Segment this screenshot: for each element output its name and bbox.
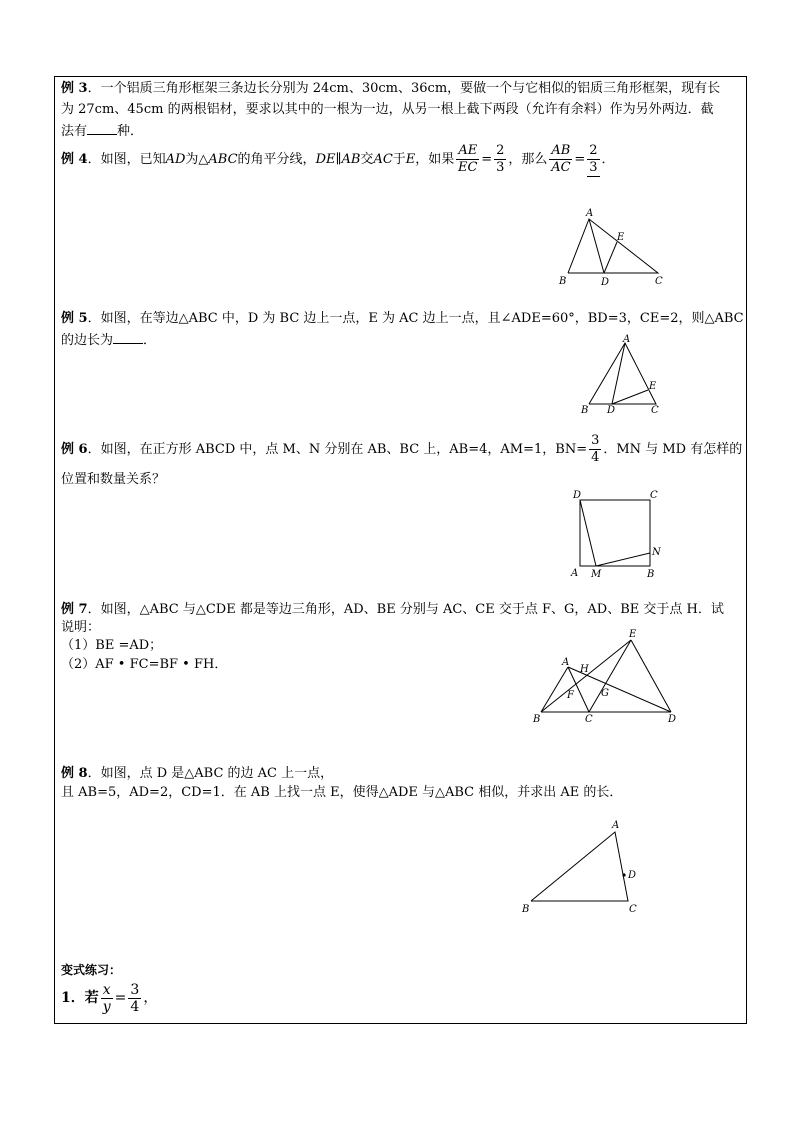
ex3-line1	[61, 80, 720, 98]
ex3-text3b: 种．	[117, 124, 144, 139]
ex4-end: ．	[601, 152, 615, 167]
ex3-label: 例 3	[61, 81, 88, 96]
ex4-triangle	[568, 219, 658, 273]
ex8-text1: ．如图，点 D 是△ABC 的边 AC 上一点，	[87, 766, 334, 781]
ex4-t6: ，如果	[415, 152, 455, 167]
ex4-t1: ．如图，已知	[87, 152, 166, 167]
ex4-t2: 为△	[185, 152, 209, 167]
ex6-MN-line	[596, 553, 650, 566]
ex5-answer-blank[interactable]	[113, 331, 143, 344]
ex6-DM-line	[580, 500, 596, 566]
ex6-square	[580, 500, 650, 566]
ex7-ED-line	[631, 640, 671, 712]
ex8-fig-A: A	[612, 820, 620, 831]
ex4-line	[61, 140, 615, 180]
ex5-text2b: ．	[143, 333, 157, 348]
variant-eq: =	[114, 990, 127, 1006]
ex4-DE-line	[604, 242, 617, 273]
ex5-fig-C: C	[651, 405, 659, 416]
ex6-fig-M: M	[591, 569, 602, 580]
ex5-text2a: 的边长为	[61, 333, 114, 348]
ex7-label: 例 7	[61, 602, 88, 617]
ex4-fig-D: D	[601, 277, 610, 288]
ex7-figure	[530, 624, 690, 729]
ex3-line3	[61, 122, 143, 141]
ex6-t1: ．如图，在正方形 ABCD 中，点 M、N 分别在 AB、BC 上，AB=4，AM=1，BN=	[87, 442, 588, 457]
ex8-figure	[515, 815, 655, 920]
ex4-fig-B: B	[559, 276, 567, 287]
ex8-triangle	[531, 832, 628, 901]
variant-item1-number: 1．若	[61, 990, 99, 1006]
ex5-fig-B: B	[581, 405, 589, 416]
ex6-fig-A: A	[571, 568, 579, 579]
ex3-text3a: 法有	[61, 124, 88, 139]
ex6-line2: 位置和数量关系？	[61, 472, 166, 487]
ex6-figure	[568, 487, 668, 582]
variant-item1	[61, 978, 157, 1018]
ex4-AC: AC	[373, 152, 393, 167]
variant-frac1-num: x	[102, 981, 111, 998]
ex7-fig-C: C	[585, 714, 593, 725]
ex4-frac2-den: 3	[496, 160, 505, 175]
ex4-frac-ab-ac	[549, 143, 572, 176]
ex5-DE-line	[612, 390, 648, 404]
ex4-ABC: ABC	[208, 152, 238, 167]
variant-frac2-den: 4	[130, 998, 140, 1015]
ex5-fig-D: D	[607, 405, 616, 416]
ex5-fig-E: E	[649, 381, 657, 392]
ex4-frac1-num: AE	[458, 143, 478, 158]
ex4-frac1-den: EC	[458, 160, 478, 175]
ex4-E: E	[405, 152, 416, 167]
ex7-fig-D: D	[668, 714, 677, 725]
ex4-eq2: =	[574, 152, 586, 167]
ex7-fig-E: E	[629, 629, 637, 640]
ex5-text1: ．如图，在等边△ABC 中，D 为 BC 边上一点，E 为 AC 边上一点，且∠ADE=60°，BD=3，CE=2，则△ABC	[87, 311, 744, 326]
ex7-fig-G: G	[601, 688, 609, 699]
ex4-t4: 交	[360, 152, 374, 167]
variant-end: ，	[143, 990, 158, 1006]
ex5-triangle	[589, 343, 656, 404]
ex6-t2: ．MN 与 MD 有怎样的	[603, 442, 743, 457]
ex4-frac3-num: AB	[551, 143, 571, 158]
ex4-fig-C: C	[655, 276, 663, 287]
ex4-eq1: =	[481, 152, 493, 167]
ex8-fig-C: C	[629, 904, 637, 915]
ex8-fig-B: B	[522, 904, 530, 915]
ex6-fig-N: N	[652, 547, 661, 558]
ex4-label: 例 4	[61, 152, 88, 167]
ex4-fig-A: A	[586, 208, 594, 219]
ex6-fig-C: C	[650, 490, 658, 501]
ex4-frac4-den: 3	[589, 159, 598, 175]
ex6-frac-3-4	[589, 433, 601, 466]
ex7-fig-B: B	[533, 714, 541, 725]
ex5-label: 例 5	[61, 311, 88, 326]
ex5-figure	[576, 334, 676, 419]
ex5-AD-line	[612, 343, 625, 404]
ex6-label: 例 6	[61, 442, 88, 457]
ex4-t5: 于	[392, 152, 406, 167]
ex8-label: 例 8	[61, 766, 88, 781]
ex4-DEAB: DE∥AB	[315, 152, 361, 167]
ex4-frac2-num: 2	[496, 143, 505, 158]
ex6-frac-den: 4	[591, 450, 600, 465]
ex5-line1	[61, 310, 744, 328]
ex7-AB-line	[541, 667, 568, 712]
ex5-line2	[61, 331, 156, 350]
ex4-frac4-num: 2	[589, 142, 598, 158]
ex7-fig-H: H	[580, 664, 589, 675]
ex4-t7: ，那么	[508, 152, 548, 167]
ex4-frac-ae-ec	[456, 143, 479, 176]
variant-frac-3-4	[128, 982, 141, 1015]
ex4-AD: AD	[165, 152, 186, 167]
ex3-text1: ．一个铝质三角形框架三条边长分别为 24cm、30cm、36cm，要做一个与它相似的铝质三角形框架，现有长	[87, 81, 721, 96]
ex4-figure	[555, 205, 675, 290]
variant-frac2-num: 3	[130, 981, 140, 998]
ex6-frac-num: 3	[591, 433, 600, 448]
ex6-fig-B: B	[647, 569, 655, 580]
ex7-line2: 说明：	[61, 620, 101, 635]
ex7-CE-line	[589, 640, 631, 712]
variant-frac-x-y	[101, 982, 113, 1015]
ex8-line2: 且 AB=5，AD=2，CD=1．在 AB 上找一点 E，使得△ADE 与△ABC 相似，并求出 AE 的长．	[61, 785, 623, 800]
ex7-text1: ．如图，△ABC 与△CDE 都是等边三角形，AD、BE 分别与 AC、CE 交于点 F、G，AD、BE 交于点 H．试	[87, 602, 724, 617]
ex7-line1	[61, 601, 724, 619]
ex8-fig-D: D	[628, 870, 637, 881]
variant-heading: 变式练习：	[61, 963, 122, 977]
ex7-fig-A: A	[562, 657, 570, 668]
ex7-BE-line	[541, 640, 631, 712]
ex5-fig-A: A	[623, 334, 631, 345]
variant-frac1-den: y	[102, 998, 111, 1015]
ex6-fig-D: D	[573, 490, 582, 501]
ex8-line1	[61, 765, 333, 783]
ex4-frac3-den: AC	[551, 160, 571, 175]
ex4-fig-E: E	[617, 232, 625, 243]
ex4-answer-frac	[587, 143, 599, 177]
ex8-point-D	[622, 873, 625, 876]
ex7-item2: （2）AF • FC=BF • FH．	[61, 657, 228, 672]
ex4-AD-line	[589, 219, 604, 273]
ex4-t3: 的角平分线，	[237, 152, 316, 167]
ex7-item1: （1）BE =AD；	[61, 638, 163, 653]
ex3-line2: 为 27cm、45cm 的两根铝材，要求以其中的一根为一边，从另一根上截下两段（允许有余料）作为另外两边．截	[61, 102, 714, 117]
ex7-fig-F: F	[567, 690, 574, 701]
ex3-answer-blank[interactable]	[87, 122, 117, 135]
ex6-line1	[61, 430, 742, 470]
ex4-frac-2-3	[494, 143, 506, 176]
